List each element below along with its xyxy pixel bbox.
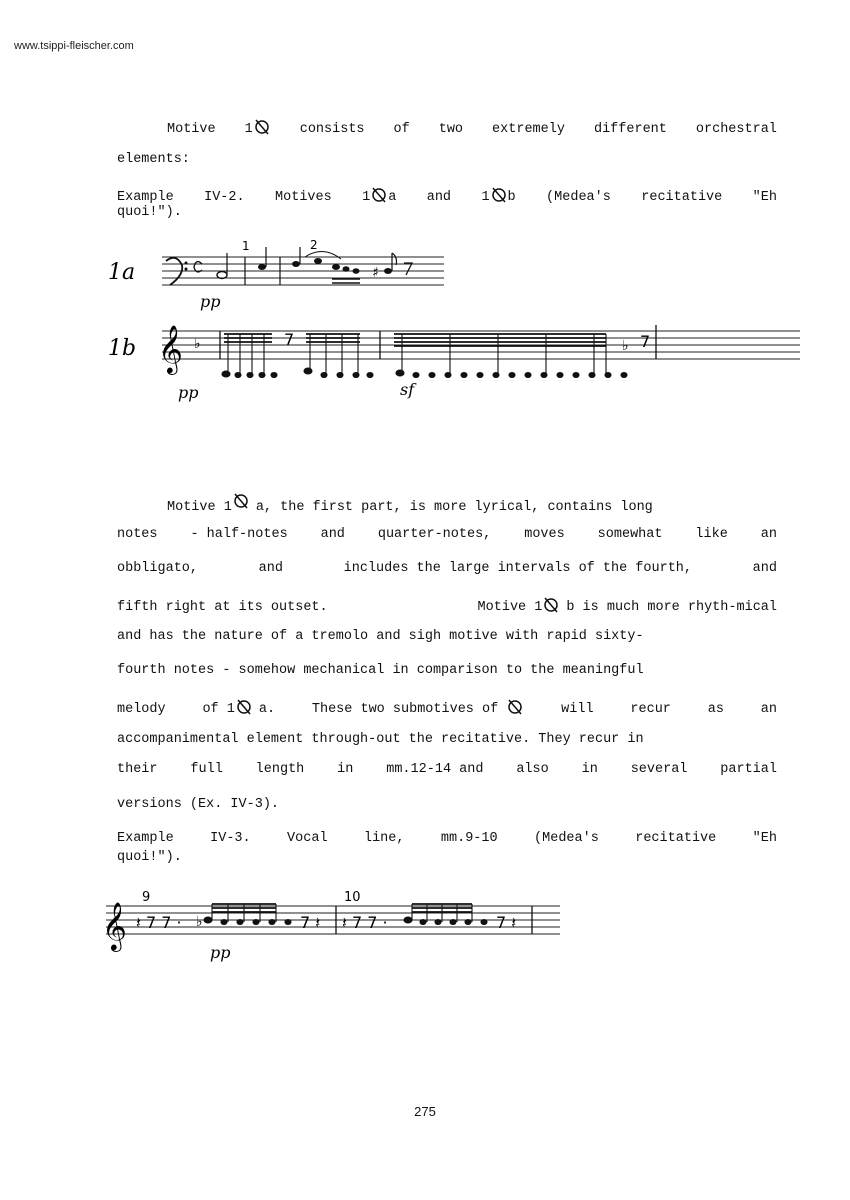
motive-icon (542, 596, 560, 614)
svg-text:𝄽 7 7 ·: 𝄽 7 7 · (342, 913, 388, 932)
page-number: 275 (414, 1104, 436, 1119)
example3-caption-line-1: Example IV-3. Vocal line, mm.9-10 (Medea's recitative "Eh (117, 831, 777, 846)
motive-icon (232, 492, 250, 510)
staff-motive-1a (162, 257, 444, 285)
measure-number-10: 10 (344, 890, 361, 905)
intro-line-2: elements: (117, 152, 190, 167)
fingering-1: 1 (242, 239, 250, 253)
half-note (217, 272, 227, 279)
svg-text:7 𝄽: 7 𝄽 (300, 913, 321, 932)
motive-icon (490, 186, 508, 204)
example3-caption-line-2: quoi!"). (117, 850, 182, 865)
staff-motive-1b (162, 331, 800, 359)
paragraph-line-8: accompanimental element through-out the recitative. They recur in (117, 732, 644, 747)
music-example-iv-3 (100, 884, 660, 964)
svg-text:7 𝄽: 7 𝄽 (496, 913, 517, 932)
treble-clef-icon: 𝄞 (158, 324, 183, 373)
measure-number-9: 9 (142, 890, 151, 905)
svg-text:♭: ♭ (622, 338, 629, 354)
svg-text:7: 7 (640, 332, 651, 351)
sixty-fourth-note-group-1 (222, 334, 277, 378)
eighth-rest-icon (404, 263, 412, 275)
dynamic-sf: sf (400, 380, 415, 399)
music-example-iv-2 (100, 235, 800, 405)
dynamic-pp: pp (210, 943, 231, 962)
motive-icon (253, 118, 271, 136)
paragraph-line-7: melody of 1 a. These two submotives of will recur as an (117, 698, 777, 717)
dynamic-pp-b: pp (178, 383, 199, 402)
motive-icon (370, 186, 388, 204)
paragraph-line-3: obbligato, and includes the large intervals of the fourth, and (117, 561, 777, 576)
sixty-fourth-note-group-3 (394, 334, 627, 378)
common-time-icon (194, 262, 202, 272)
svg-text:𝄽 7 7 ·: 𝄽 7 7 · (136, 913, 182, 932)
paragraph-line-2: notes - half-notes and quarter-notes, moves somewhat like an (117, 527, 777, 542)
svg-text:7: 7 (284, 330, 295, 349)
motive-icon (506, 698, 524, 716)
example2-caption-line-2: quoi!"). (117, 205, 182, 220)
example2-caption-line-1: Example IV-2. Motives 1 a and 1 b (Medea's recitative "Eh (117, 186, 777, 205)
label-1b: 1b (108, 336, 137, 361)
dynamic-pp-a: pp (200, 292, 221, 311)
treble-clef-icon: 𝄞 (102, 901, 127, 950)
paragraph-line-1: Motive 1 a, the first part, is more lyrical, contains long (167, 492, 777, 515)
intro-line-1: Motive 1 consists of two extremely different orchestral (167, 118, 777, 137)
paragraph-line-4: fifth right at its outset. Motive 1 b is much more rhyth-mical (117, 596, 777, 615)
fingering-2: 2 (310, 238, 318, 252)
paragraph-line-9: their full length in mm.12-14 and also in several partial (117, 762, 777, 777)
vocal-notes-m10 (404, 904, 487, 925)
motive-icon (235, 698, 253, 716)
label-1a: 1a (108, 260, 136, 285)
paragraph-line-6: fourth notes - somehow mechanical in comparison to the meaningful (117, 663, 644, 678)
paragraph-line-5: and has the nature of a tremolo and sigh motive with rapid sixty- (117, 629, 644, 644)
website-url: www.tsippi-fleischer.com (14, 40, 134, 52)
sharp-icon: ♯ (372, 265, 379, 281)
svg-text:♭: ♭ (196, 914, 203, 930)
flat-icon: ♭ (194, 336, 201, 352)
paragraph-line-10: versions (Ex. IV-3). (117, 797, 280, 812)
vocal-notes-m9 (204, 904, 291, 925)
sixty-fourth-note-group-2 (304, 334, 373, 378)
